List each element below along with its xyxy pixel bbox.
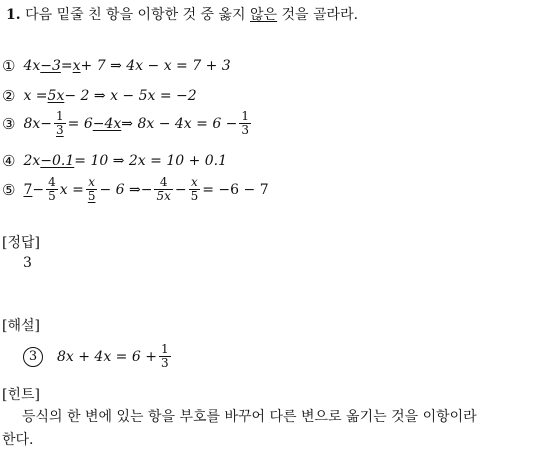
option-text: = 6 bbox=[67, 115, 93, 132]
option-text: x = bbox=[59, 181, 84, 198]
option-text: x = bbox=[23, 88, 48, 104]
option-text: = 10 ⇒ 2x = 10 + 0.1 bbox=[74, 153, 228, 169]
option-label: ① bbox=[2, 57, 16, 75]
fraction: $\frac{4}{5x}$ bbox=[156, 175, 171, 203]
hint-heading: [힌트] bbox=[2, 387, 40, 403]
explanation-expression: 8x + 4x = 6 + bbox=[57, 348, 157, 365]
question-number: 1. bbox=[6, 7, 21, 23]
option-text: ⇒ 8x − 4x = 6 − bbox=[121, 115, 238, 132]
option-text: = −6 − 7 bbox=[202, 181, 269, 198]
option-label: ③ bbox=[2, 114, 16, 133]
answer-value: 3 bbox=[23, 255, 32, 271]
option-underlined-term: −4x bbox=[92, 115, 122, 132]
option-label: ② bbox=[2, 87, 16, 105]
answer-heading: [정답] bbox=[2, 235, 40, 251]
option-4 bbox=[2, 152, 227, 170]
option-text: = bbox=[60, 58, 73, 74]
option-text: − bbox=[174, 181, 187, 198]
explanation-body bbox=[23, 343, 173, 370]
fraction: $\frac{1}{3}$ bbox=[160, 342, 169, 370]
option-underlined-term: x bbox=[72, 58, 81, 74]
option-underlined-term: 7 bbox=[23, 181, 33, 198]
option-underlined-term: −0.1 bbox=[40, 153, 75, 169]
option-text: − bbox=[32, 181, 45, 198]
option-5 bbox=[2, 176, 269, 203]
hint-line-1: 등식의 한 변에 있는 항을 부호를 바꾸어 다른 변으로 옮기는 것을 이항이라 bbox=[22, 409, 477, 425]
option-text: 4x bbox=[23, 58, 41, 74]
question-text-end: 것을 골라라. bbox=[277, 7, 359, 23]
option-3 bbox=[2, 110, 253, 137]
option-text: + 7 ⇒ 4x − x = 7 + 3 bbox=[80, 58, 231, 74]
question bbox=[6, 4, 358, 24]
explanation-heading: [해설] bbox=[2, 318, 40, 334]
question-emphasis: 않은 bbox=[250, 7, 278, 23]
fraction: $\frac{4}{5}$ bbox=[48, 175, 56, 203]
fraction: $\frac{x}{5}$ bbox=[87, 175, 96, 203]
option-label: ⑤ bbox=[2, 180, 16, 199]
fraction: $\frac{x}{5}$ bbox=[190, 175, 199, 203]
fraction: $\frac{1}{3}$ bbox=[241, 109, 250, 137]
option-text: − 2 ⇒ x − 5x = −2 bbox=[64, 88, 197, 104]
option-text: 8x− bbox=[23, 115, 52, 132]
option-2 bbox=[2, 87, 197, 105]
hint-line-2: 한다. bbox=[2, 432, 34, 448]
option-text: − 6 ⇒− bbox=[99, 181, 153, 198]
option-text: 2x bbox=[23, 153, 41, 169]
fraction: $\frac{1}{3}$ bbox=[56, 109, 64, 137]
option-label: ④ bbox=[2, 152, 16, 170]
option-underlined-term: −3 bbox=[40, 58, 61, 74]
option-1 bbox=[2, 57, 231, 75]
circled-answer-icon: 3 bbox=[23, 347, 43, 367]
question-text: 다음 밑줄 친 항을 이항한 것 중 옳지 bbox=[25, 7, 251, 23]
option-underlined-term: 5x bbox=[47, 88, 65, 104]
